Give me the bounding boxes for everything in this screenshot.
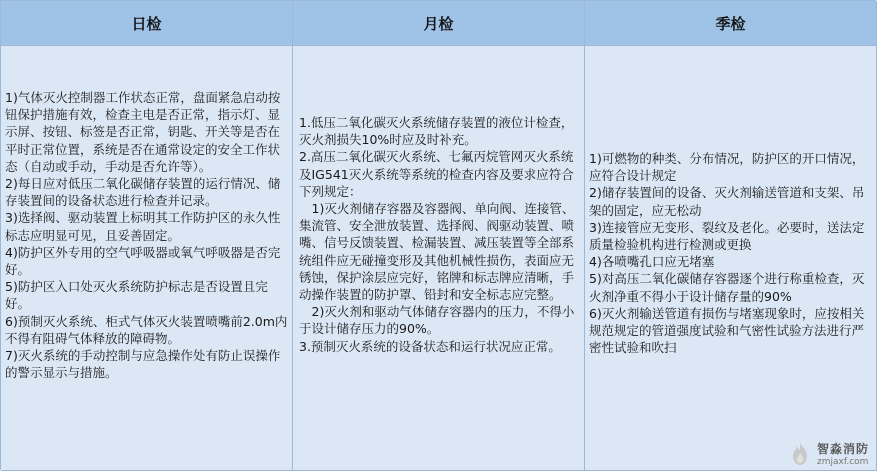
column-monthly (293, 1, 585, 471)
column-daily (1, 1, 293, 471)
header-quarterly: 季检 (585, 1, 876, 46)
flame-logo-icon (787, 441, 813, 467)
watermark-url: zmjaxf.com (816, 457, 869, 467)
watermark (787, 440, 869, 467)
cell-quarterly (585, 46, 876, 471)
watermark-name: 智淼消防 (816, 442, 869, 456)
cell-daily (1, 46, 292, 471)
header-monthly: 月检 (293, 1, 584, 46)
cell-monthly-text: 1.低压二氧化碳灭火系统储存装置的液位计检查，灭火剂损失10%时应及时补充。 2.高压二氧化碳灭火系统、七氟丙烷管网灭火系统及IG541灭火系统等系统的检查内容及要求应符合下列规定： 1)灭火剂储存容器及容器阀、单向阀、连接管、集流管、安全泄放装置、选择阀、阀驱动装置、喷嘴、信号反馈装置、检漏装置、减压装置等全部系统组件应无碰撞变形及其他机械性损伤，表面应无锈蚀，保护涂层应完好，铭牌和标志牌应清晰，手动操作装置的防护罩、铅封和安全标志应完整。 2)灭火剂和驱动气体储存容器内的压力，不得小于设计储存压力的90%。 3.预制灭火系统的设备状态和运行状况应正常。 (299, 115, 575, 354)
cell-quarterly-text: 1)可燃物的种类、分布情况，防护区的开口情况，应符合设计规定 2)储存装置间的设备、灭火剂输送管道和支架、吊架的固定，应无松动 3)连接管应无变形、裂纹及老化。必要时，送法定质量检验机构进行检测或更换 4)各喷嘴孔口应无堵塞 5)对高压二氧化碳储存容器逐个进行称重检查，灭火剂净重不得小于设计储存量的90% 6)灭火剂输送管道有损伤与堵塞现象时，应按相关规范规定的管道强度试验和气密性试验方法进行严密性试验和吹扫 (589, 151, 865, 356)
cell-daily-text: 1)气体灭火控制器工作状态正常，盘面紧急启动按钮保护措施有效，检查主电是否正常，指示灯、显示屏、按钮、标签是否正常，钥匙、开关等是否在平时正常位置，系统是否在通常设定的安全工作状态（自动或手动，手动是否允许等）。 2)每日应对低压二氧化碳储存装置的运行情况、储存装置间的设备状态进行检查并记录。 3)选择阀、驱动装置上标明其工作防护区的永久性标志应明显可见，且妥善固定。 4)防护区外专用的空气呼吸器或氧气呼吸器是否完好。 5)防护区入口处灭火系统防护标志是否设置且完好。 6)预制灭火系统、柜式气体灭火装置喷嘴前2.0m内不得有阻碍气体释放的障碍物。 7)灭火系统的手动控制与应急操作处有防止误操作的警示显示与措施。 (5, 90, 288, 381)
column-quarterly (585, 1, 877, 471)
header-daily: 日检 (1, 1, 292, 46)
cell-monthly (293, 46, 584, 471)
